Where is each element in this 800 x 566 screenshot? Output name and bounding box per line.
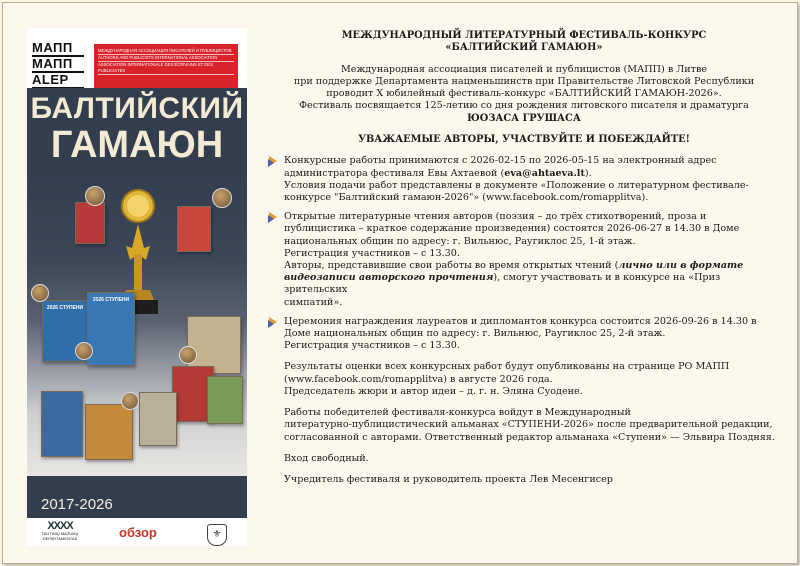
poster-title-line2: ГАМАЮН: [50, 124, 224, 166]
heading-line1: МЕЖДУНАРОДНЫЙ ЛИТЕРАТУРНЫЙ ФЕСТИВАЛЬ-КОНКУРС: [341, 30, 707, 41]
association-banner: [94, 44, 238, 88]
coat-of-arms-icon: ⚜: [207, 524, 227, 546]
paragraph-line: Результаты оценки всех конкурсных работ будут опубликованы на странице РО МАПП: [284, 361, 730, 373]
bullet-line: конкурсе "Балтийский гамаюн-2026"» (www.facebook.com/romapplitva).: [284, 192, 649, 204]
book-label: 2026 СТУПЕНИ: [46, 305, 84, 311]
paragraph-line: литературно-публицистический альманах «СТУПЕНИ-2026» после предварительной редакции,: [284, 419, 773, 431]
bullet-line: публицистика – краткое содержание произведения) состоятся 2026-06-27 в 14.30 в Доме: [284, 223, 740, 235]
bullet-line: [284, 272, 784, 296]
announcement-text: [264, 30, 784, 486]
mapp-logo-line: ALEP: [32, 73, 84, 89]
author-portrait-icon: [212, 188, 232, 208]
almanac-book: [41, 391, 83, 457]
text-span: ), смогут участвовать и в конкурсе на «Приз зрительских: [284, 272, 721, 296]
poster-footer: [27, 518, 247, 546]
almanac-book: [85, 404, 133, 460]
text-span: лично или в формате: [618, 260, 744, 272]
author-portrait-icon: [85, 186, 105, 206]
text-span: администратора фестиваля Евы Ахтаевой (: [284, 167, 505, 179]
author-portrait-icon: [31, 284, 49, 302]
heading-line2: «БАЛТИЙСКИЙ ГАМАЮН»: [445, 42, 603, 54]
arrow-bullet-icon: [268, 320, 274, 328]
almanac-book: [87, 292, 135, 366]
bullet-line: Открытые литературные чтения авторов (поэзия – до трёх стихотворений, проза и: [284, 211, 707, 223]
author-portrait-icon: [75, 342, 93, 360]
obzor-logo: обзор: [119, 525, 157, 540]
text-span: Авторы, представившие свои работы во время открытых чтений (: [284, 260, 619, 272]
founder-note: Учредитель фестиваля и руководитель проекта Лев Месенгисер: [284, 473, 613, 485]
bullet-line: национальных общин по адресу: г. Вильнюс, Раугиклос 25, 1-й этаж.: [284, 235, 636, 247]
mapp-logo-line: МАПП: [32, 41, 84, 57]
paragraph-line: Председатель жюри и автор идеи – д. г. н. Эляна Суодене.: [284, 385, 583, 397]
arrow-bullet-icon: [268, 159, 274, 167]
bullet-line: Регистрация участников – с 13.30.: [284, 340, 460, 352]
intro-line3: проводит X юбилейный фестиваль-конкурс «БАЛТИЙСКИЙ ГАМАЮН-2026».: [326, 88, 722, 100]
bullet-ceremony: [264, 316, 784, 353]
almanac-book: [75, 202, 105, 244]
mapp-logo: [32, 41, 84, 85]
poster-artwork: [27, 166, 247, 476]
department-logo: XXXX TAUTINIŲ MAŽUMŲ DEPARTAMENTAS: [35, 520, 85, 546]
almanac-book: [207, 376, 243, 424]
mapp-logo-line: МАПП: [32, 57, 84, 73]
bullet-line: Доме национальных общин по адресу: г. Вильнюс, Раугиклос 25, 2-й этаж.: [284, 328, 666, 340]
intro-line5: ЮОЗАСА ГРУШАСА: [467, 112, 581, 124]
intro-line2: при поддержке Департамента нацменьшинств при Правительстве Литовской Республики: [293, 76, 755, 88]
appeal: УВАЖАЕМЫЕ АВТОРЫ, УЧАСТВУЙТЕ И ПОБЕЖДАЙТЕ!: [358, 134, 690, 146]
bullet-readings: [264, 211, 784, 309]
bullet-line: [284, 260, 784, 272]
assoc-line: МЕЖДУНАРОДНАЯ АССОЦИАЦИЯ ПИСАТЕЛЕЙ И ПУБЛИЦИСТОВ: [98, 48, 234, 55]
email-link[interactable]: eva@ahtaeva.lt: [504, 167, 585, 179]
bullet-line: Регистрация участников – с 13.30.: [284, 247, 460, 259]
paragraph-line: согласованной с авторами. Ответственный редактор альманаха «Ступени» — Эльвира Поздняя.: [284, 431, 775, 443]
assoc-line: AUTHORS AND PUBLICISTS INTERNATIONAL ASSOCIATION: [98, 55, 234, 62]
intro-line4: Фестиваль посвящается 125-летию со дня рождения литовского писателя и драматурга: [299, 100, 749, 112]
almanac-book: [139, 392, 177, 446]
text-span: ).: [584, 167, 592, 179]
paragraph-line: Работы победителей фестиваля-конкурса войдут в Международный: [284, 407, 631, 419]
bullet-line: Церемония награждения лауреатов и дипломантов конкурса состоится 2026-09-26 в 14.30 в: [284, 315, 757, 327]
text-span: видеозаписи авторского прочтения: [284, 272, 494, 284]
bullet-submission: [264, 155, 784, 204]
author-portrait-icon: [179, 346, 197, 364]
book-label: 2026 СТУПЕНИ: [92, 297, 130, 303]
bullet-line: Условия подачи работ представлены в документе «Положение о литературном фестивале-: [284, 179, 749, 191]
festival-poster: [27, 28, 247, 546]
department-logo-text: TAUTINIŲ MAŽUMŲ DEPARTAMENTAS: [41, 531, 79, 541]
assoc-line: ASSOCIATION INTERNATIONALE DES ÉCRIVAINS ET DES PUBLICISTES: [98, 62, 234, 75]
bullet-line: симпатий».: [284, 296, 343, 308]
almanac-book: [177, 206, 211, 252]
bullet-line: Конкурсные работы принимаются с 2026-02-15 по 2026-05-15 на электронный адрес: [284, 155, 717, 167]
poster-years: 2017-2026: [41, 496, 113, 513]
poster-title-line1: БАЛТИЙСКИЙ: [30, 92, 244, 125]
results-paragraph: [264, 361, 784, 398]
poster-header: [27, 28, 247, 88]
entry-note: Вход свободный.: [284, 452, 369, 464]
bullet-line: [284, 168, 784, 180]
almanac-paragraph: [264, 407, 784, 444]
intro-line1: Международная ассоциация писателей и публицистов (МАПП) в Литве: [340, 63, 708, 75]
paragraph-line: (www.facebook.com/romapplitva) в августе 2026 года.: [284, 373, 553, 385]
arrow-bullet-icon: [268, 215, 274, 223]
author-portrait-icon: [121, 392, 139, 410]
